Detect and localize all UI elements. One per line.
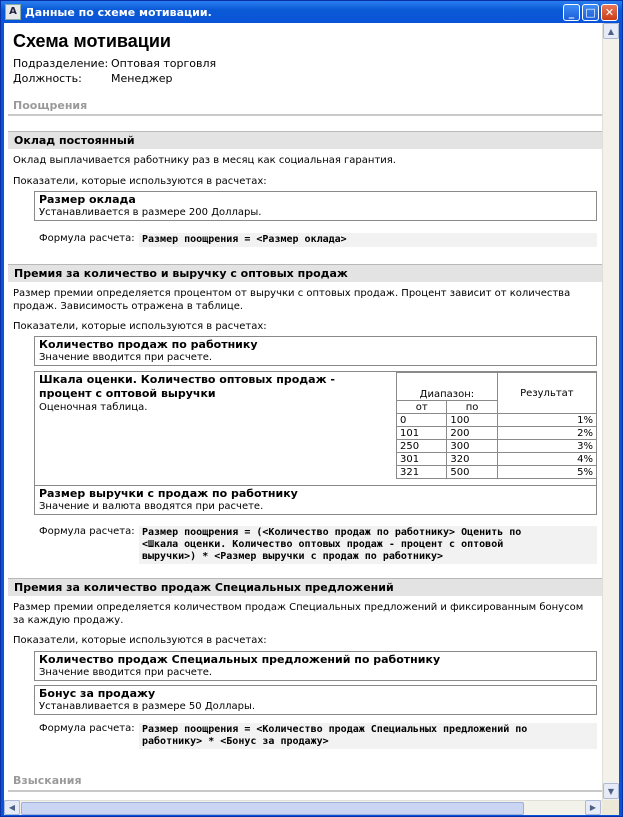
indicator-subtitle: Значение и валюта вводятся при расчете.: [39, 501, 264, 512]
formula-line: Размер поощрения = (<Количество продаж по работнику> Оценить по: [142, 527, 522, 538]
cell-result: 1%: [497, 414, 596, 427]
scale-table: [396, 372, 597, 479]
header-result: Результат: [497, 373, 596, 414]
indicators-label: Показатели, которые используются в расчетах:: [13, 176, 267, 187]
cell-to: 300: [447, 440, 497, 453]
formula-value: [139, 723, 597, 749]
header-from: от: [397, 401, 447, 414]
maximize-button[interactable]: □: [582, 4, 599, 21]
cell-from: 321: [397, 466, 447, 479]
formula-value: Размер поощрения = <Размер оклада>: [139, 233, 597, 247]
table-header-row: [397, 373, 597, 401]
cell-from: 0: [397, 414, 447, 427]
indicator-box: [34, 651, 597, 681]
scale-title: Шкала оценки. Количество оптовых продаж - процент с оптовой выручки: [39, 373, 335, 400]
indicator-box: [34, 685, 597, 715]
meta-department: [13, 57, 216, 70]
indicator-title: Количество продаж Специальных предложений по работнику: [39, 653, 441, 666]
formula-label: Формула расчета:: [39, 723, 135, 734]
page-title: Схема мотивации: [13, 31, 171, 51]
section-description: Оклад выплачивается работнику раз в месяц как социальная гарантия.: [13, 155, 396, 166]
meta-value: Менеджер: [111, 72, 173, 85]
scroll-right-icon[interactable]: ▶: [585, 800, 601, 815]
formula-line: Размер поощрения = <Количество продаж Специальных предложений по: [142, 724, 528, 735]
scroll-down-icon[interactable]: ▼: [603, 783, 619, 799]
cell-result: 3%: [497, 440, 596, 453]
table-row: [397, 414, 597, 427]
section-heading: Оклад постоянный: [8, 131, 602, 149]
section-description: Размер премии определяется процентом от выручки с оптовых продаж. Процент зависит от количества продаж. Зависимость отражена в таблице.: [13, 288, 571, 312]
formula-row: [34, 526, 597, 566]
cell-result: 5%: [497, 466, 596, 479]
horizontal-scrollbar[interactable]: [4, 800, 602, 815]
indicator-title: Бонус за продажу: [39, 687, 156, 700]
indicator-title: Размер оклада: [39, 193, 136, 206]
indicator-box: [34, 191, 597, 221]
formula-label: Формула расчета:: [39, 526, 135, 537]
group-heading-penalties: Взыскания: [13, 774, 82, 787]
app-icon[interactable]: A: [5, 4, 21, 20]
scrollbar-corner: [602, 800, 619, 815]
cell-from: 301: [397, 453, 447, 466]
scroll-left-icon[interactable]: ◀: [4, 800, 20, 815]
formula-row: [34, 233, 597, 249]
cell-from: 101: [397, 427, 447, 440]
vertical-scrollbar[interactable]: [602, 23, 619, 800]
section-description: Размер премии определяется количеством продаж Специальных предложений и фиксированным бонусом за каждую продажу.: [13, 602, 584, 626]
table-row: [397, 453, 597, 466]
divider: [8, 114, 602, 116]
scroll-up-icon[interactable]: ▲: [603, 23, 619, 39]
indicator-subtitle: Значение вводится при расчете.: [39, 667, 213, 678]
cell-to: 320: [447, 453, 497, 466]
table-row: [397, 466, 597, 479]
indicator-box: [34, 336, 597, 366]
indicator-subtitle: Устанавливается в размере 200 Доллары.: [39, 207, 262, 218]
header-to: по: [447, 401, 497, 414]
horizontal-scroll-thumb[interactable]: [21, 802, 524, 815]
indicator-subtitle: Значение вводится при расчете.: [39, 352, 213, 363]
header-range: Диапазон:: [397, 373, 498, 401]
cell-to: 200: [447, 427, 497, 440]
minimize-button[interactable]: _: [563, 4, 580, 21]
formula-row: [34, 723, 597, 751]
title-bar[interactable]: [1, 1, 622, 23]
table-row: [397, 440, 597, 453]
formula-line: работнику> * <Бонус за продажу>: [142, 736, 329, 747]
indicator-title: Количество продаж по работнику: [39, 338, 258, 351]
meta-key: Должность:: [13, 72, 82, 85]
scale-box: [34, 371, 597, 498]
cell-to: 500: [447, 466, 497, 479]
indicators-label: Показатели, которые используются в расчетах:: [13, 635, 267, 646]
indicator-title: Размер выручки с продаж по работнику: [39, 487, 298, 500]
section-heading: Премия за количество и выручку с оптовых продаж: [8, 264, 602, 282]
indicator-subtitle: Устанавливается в размере 50 Доллары.: [39, 701, 256, 712]
cell-from: 250: [397, 440, 447, 453]
formula-label: Формула расчета:: [39, 233, 135, 244]
indicators-label: Показатели, которые используются в расчетах:: [13, 321, 267, 332]
window-title: Данные по схеме мотивации.: [25, 5, 212, 19]
group-heading-rewards: Поощрения: [13, 99, 88, 112]
cell-result: 4%: [497, 453, 596, 466]
formula-line: выручки>) * <Размер выручки с продаж по работнику>: [142, 551, 444, 562]
report-view: [4, 23, 619, 815]
meta-key: Подразделение:: [13, 57, 109, 70]
cell-to: 100: [447, 414, 497, 427]
report-content: [4, 23, 602, 800]
section-heading: Премия за количество продаж Специальных предложений: [8, 578, 602, 596]
divider: [8, 790, 602, 792]
formula-line: <Шкала оценки. Количество оптовых продаж - процент с оптовой: [142, 539, 504, 550]
formula-value: [139, 526, 597, 564]
meta-position: [13, 72, 172, 85]
scale-subtitle: Оценочная таблица.: [39, 402, 148, 413]
indicator-box: [34, 485, 597, 515]
close-button[interactable]: ✕: [601, 4, 618, 21]
meta-value: Оптовая торговля: [111, 57, 217, 70]
table-row: [397, 427, 597, 440]
cell-result: 2%: [497, 427, 596, 440]
